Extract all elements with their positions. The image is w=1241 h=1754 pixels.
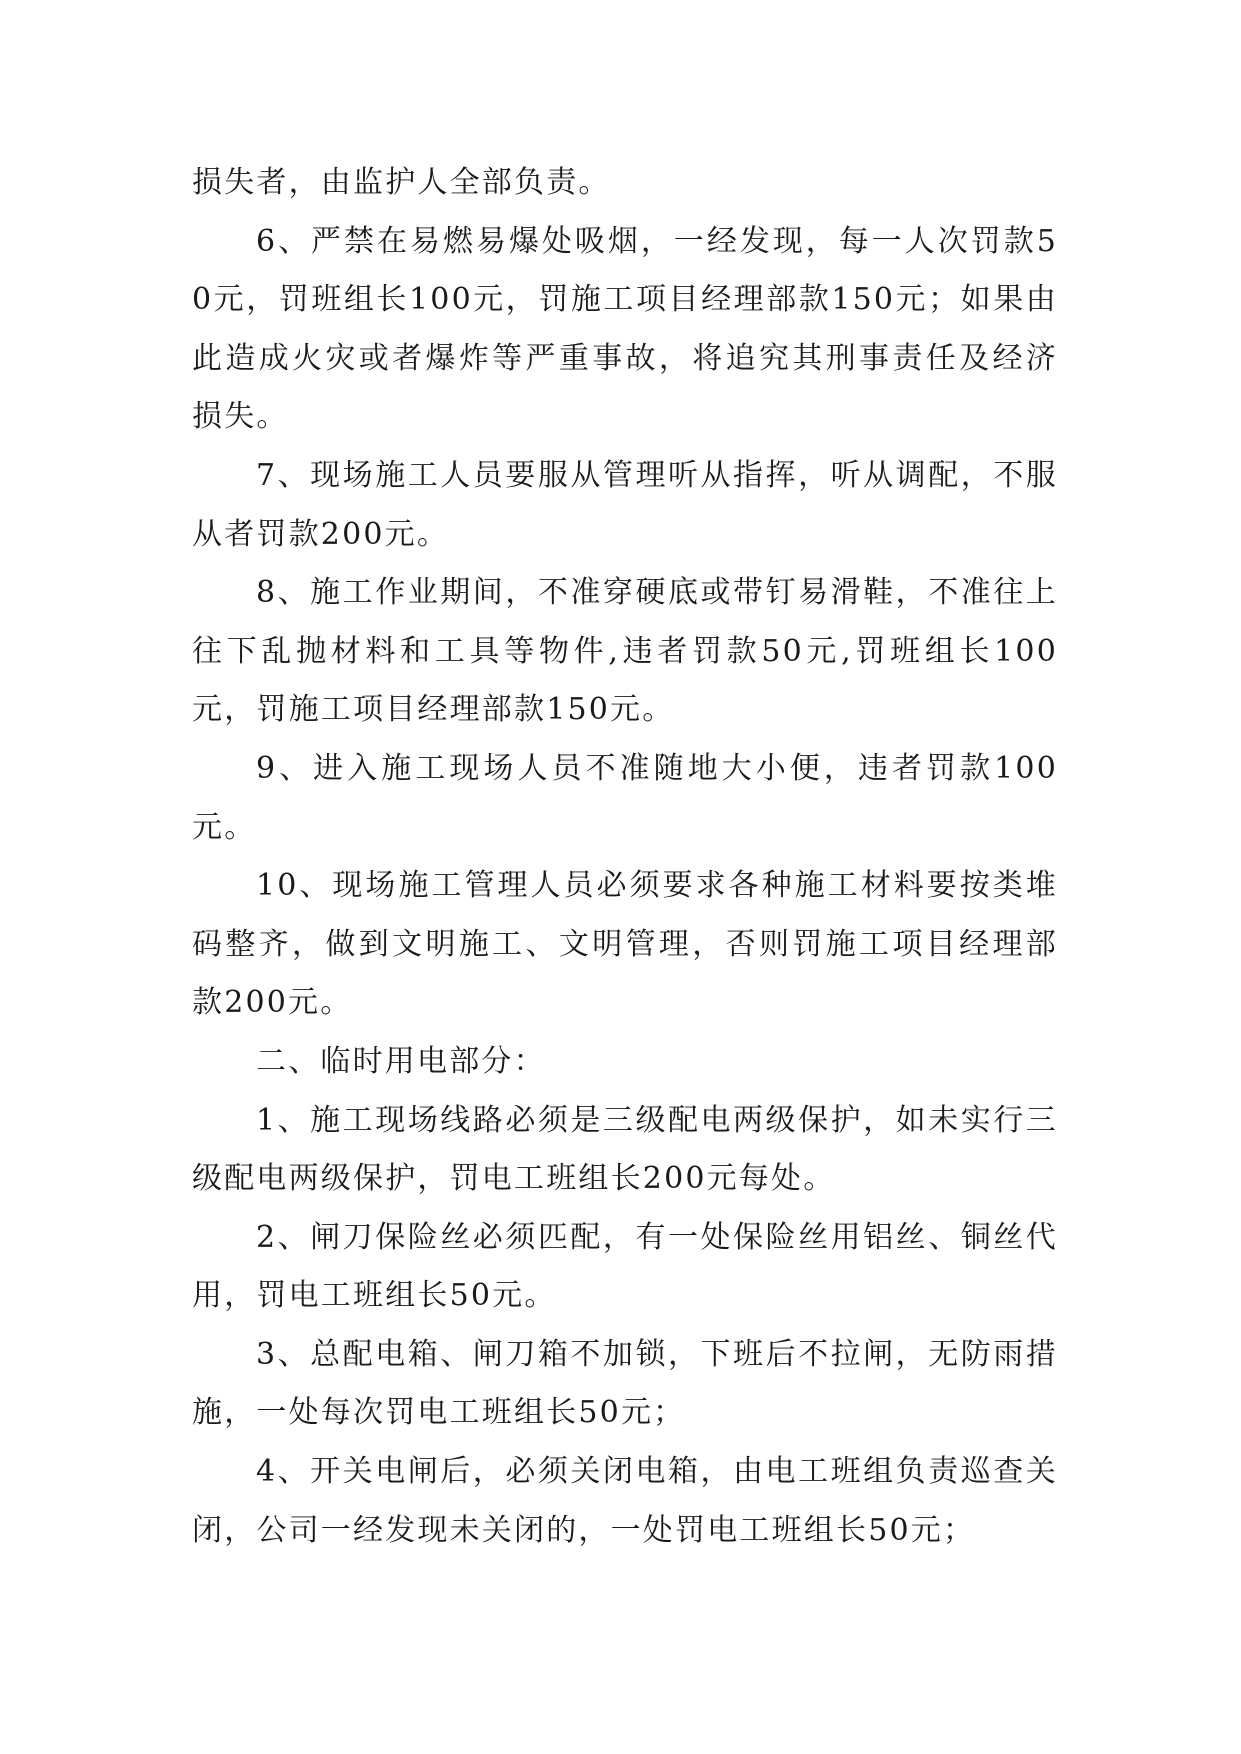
paragraph-electric-item-3: 3、总配电箱、闸刀箱不加锁，下班后不拉闸，无防雨措施，一处每次罚电工班组长50元； [192,1336,1058,1431]
paragraph-continuation: 损失者，由监护人全部负责。 [192,165,611,200]
section-heading-electricity: 二、临时用电部分： [256,1043,546,1079]
paragraph-electric-item-1: 1、施工现场线路必须是三级配电两级保护，如未实行三级配电两级保护，罚电工班组长200元每处。 [192,1102,1058,1197]
paragraph-electric-item-4: 4、开关电闸后，必须关闭电箱，由电工班组负责巡查关闭，公司一经发现未关闭的，一处罚电工班组长50元； [192,1454,1058,1548]
paragraph-item-6: 6、严禁在易燃易爆处吸烟，一经发现，每一人次罚款50元，罚班组长100元，罚施工项目经理部款150元；如果由此造成火灾或者爆炸等严重事故，将追究其刑事责任及经济损失。 [192,223,1058,435]
paragraph-electric-item-2: 2、闸刀保险丝必须匹配，有一处保险丝用铝丝、铜丝代用，罚电工班组长50元。 [192,1219,1058,1314]
paragraph-item-10: 10、现场施工管理人员必须要求各种施工材料要按类堆码整齐，做到文明施工、文明管理，否则罚施工项目经理部款200元。 [192,868,1058,1021]
document-body [192,154,1058,1560]
paragraph-item-9: 9、进入施工现场人员不准随地大小便，违者罚款100元。 [192,750,1058,845]
paragraph-item-8: 8、施工作业期间，不准穿硬底或带钉易滑鞋，不准往上往下乱抛材料和工具等物件,违者罚款50元,罚班组长100元，罚施工项目经理部款150元。 [192,575,1058,728]
paragraph-item-7: 7、现场施工人员要服从管理听从指挥，听从调配，不服从者罚款200元。 [192,457,1058,552]
